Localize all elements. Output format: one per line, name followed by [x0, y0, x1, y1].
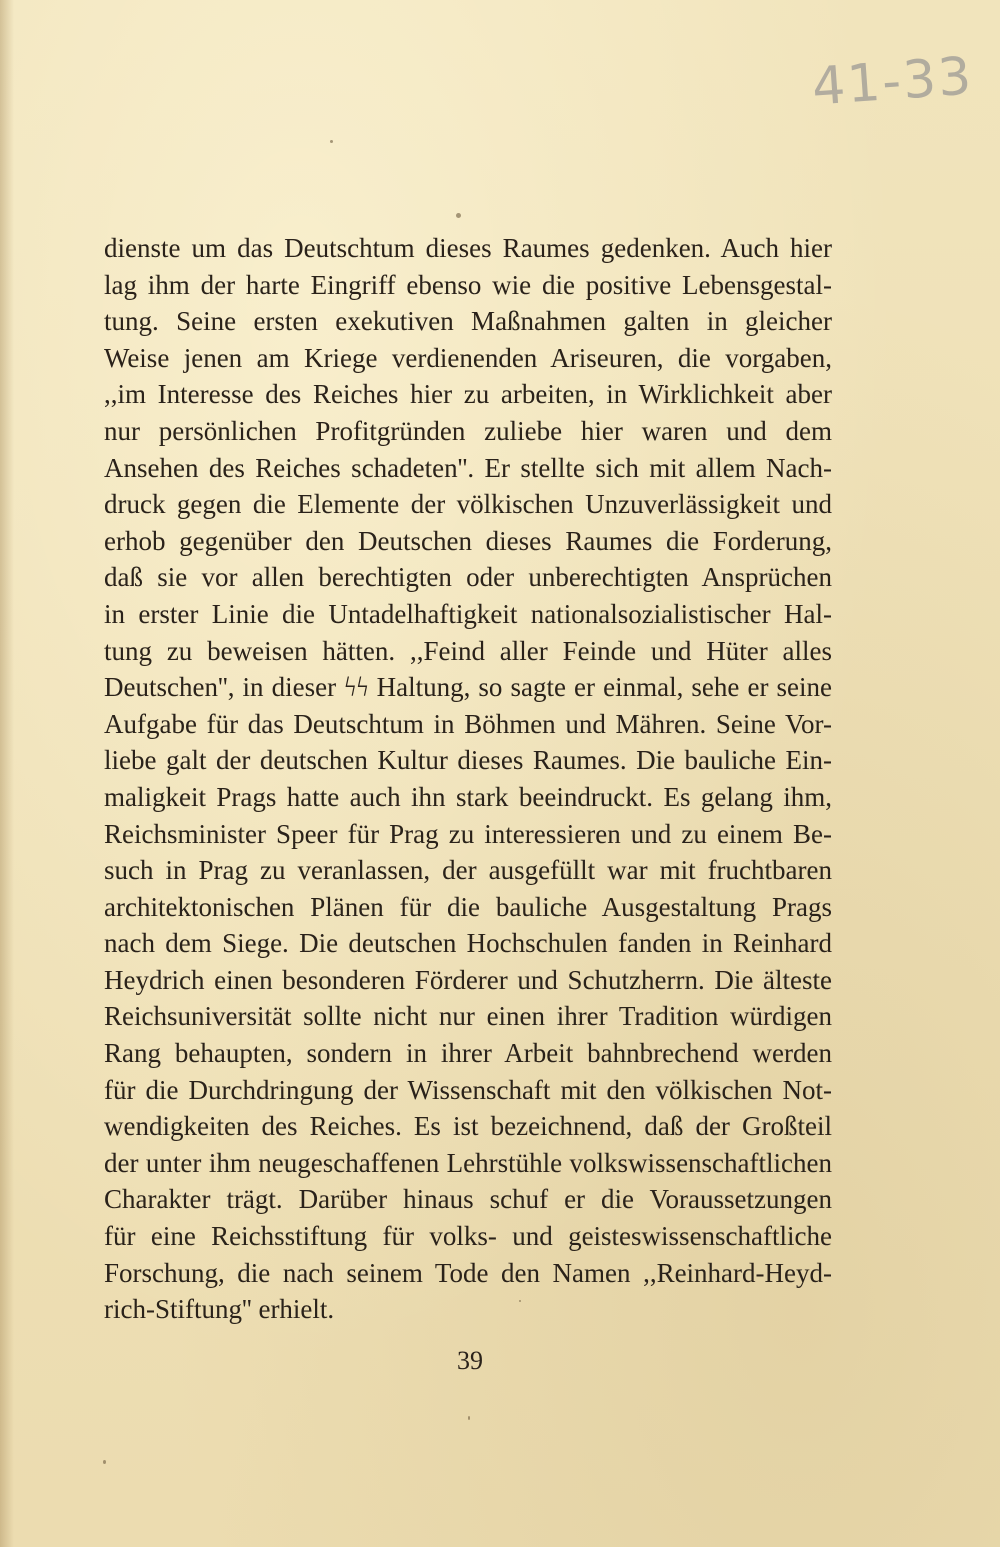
text-line: Charakter trägt. Darüber hinaus schuf er die Voraussetzungen — [104, 1184, 832, 1215]
text-line: wendigkeiten des Reiches. Es ist bezeichnend, daß der Großteil — [104, 1111, 832, 1142]
paper-speck — [456, 213, 461, 218]
text-line: Reichsuniversität sollte nicht nur einen ihrer Tradition würdigen — [104, 1001, 832, 1032]
text-line: Rang behaupten, sondern in ihrer Arbeit bahnbrechend werden — [104, 1038, 832, 1069]
text-line: liebe galt der deutschen Kultur dieses Raumes. Die bauliche Ein- — [104, 745, 832, 776]
page-edge-shadow — [0, 0, 14, 1547]
text-line: Heydrich einen besonderen Förderer und Schutzherrn. Die älteste — [104, 964, 832, 995]
text-line: lag ihm der harte Eingriff ebenso wie die positive Lebensgestal- — [104, 269, 832, 300]
text-line: daß sie vor allen berechtigten oder unberechtigten Ansprüchen — [104, 562, 832, 593]
text-line: in erster Linie die Untadelhaftigkeit nationalsozialistischer Hal- — [104, 598, 832, 629]
text-line: Aufgabe für das Deutschtum in Böhmen und Mähren. Seine Vor- — [104, 708, 832, 739]
text-line: architektonischen Plänen für die bauliche Ausgestaltung Prags — [104, 891, 832, 922]
text-line: nach dem Siege. Die deutschen Hochschulen fanden in Reinhard — [104, 928, 832, 959]
paper-speck — [519, 1300, 521, 1302]
body-text — [104, 230, 832, 1328]
text-line: ,,im Interesse des Reiches hier zu arbeiten, in Wirklichkeit aber — [104, 379, 832, 410]
text-line: dienste um das Deutschtum dieses Raumes gedenken. Auch hier — [104, 233, 832, 263]
paper-speck — [103, 1460, 106, 1464]
paper-speck — [468, 1416, 470, 1420]
paper-speck — [330, 140, 333, 143]
text-line: der unter ihm neugeschaffenen Lehrstühle volkswissenschaftlichen — [104, 1147, 832, 1178]
text-line: tung zu beweisen hätten. ,,Feind aller Feinde und Hüter alles — [104, 635, 832, 666]
text-line: Ansehen des Reiches schadeten''. Er stellte sich mit allem Nach- — [104, 452, 832, 483]
text-line: erhob gegenüber den Deutschen dieses Raumes die Forderung, — [104, 525, 832, 556]
handwritten-archive-number: 41-33 — [810, 46, 976, 118]
text-line: tung. Seine ersten exekutiven Maßnahmen galten in gleicher — [104, 306, 832, 337]
text-line: Deutschen'', in dieser ϟϟ Haltung, so sagte er einmal, sehe er seine — [104, 672, 832, 703]
text-line: Forschung, die nach seinem Tode den Namen ,,Reinhard-Heyd- — [104, 1257, 832, 1288]
text-line: druck gegen die Elemente der völkischen Unzuverlässigkeit und — [104, 489, 832, 520]
text-line: nur persönlichen Profitgründen zuliebe hier waren und dem — [104, 415, 832, 446]
text-line: such in Prag zu veranlassen, der ausgefüllt war mit fruchtbaren — [104, 855, 832, 886]
text-line: Weise jenen am Kriege verdienenden Ariseuren, die vorgaben, — [104, 342, 832, 373]
text-line: für eine Reichsstiftung für volks- und geisteswissenschaftliche — [104, 1221, 832, 1252]
page-number: 39 — [457, 1346, 483, 1375]
text-line: maligkeit Prags hatte auch ihn stark beeindruckt. Es gelang ihm, — [104, 781, 832, 812]
text-line-last: rich-Stiftung'' erhielt. — [104, 1294, 335, 1325]
text-line: für die Durchdringung der Wissenschaft mit den völkischen Not- — [104, 1074, 832, 1105]
text-line: Reichsminister Speer für Prag zu interessieren und zu einem Be- — [104, 818, 832, 849]
